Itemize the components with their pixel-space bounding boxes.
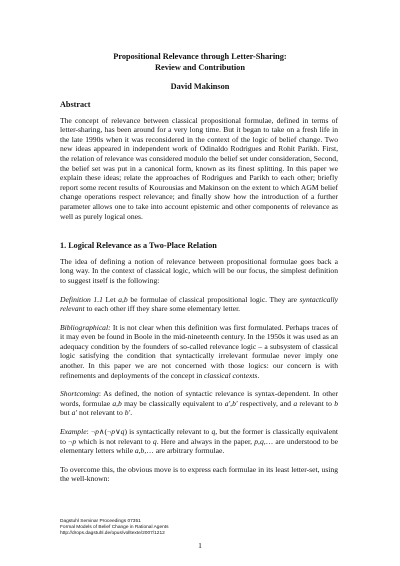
example-text-g: . Here and always in the paper,: [156, 436, 255, 446]
example-text-i: … are arbitrary formulae.: [146, 446, 225, 456]
page-number: 1: [198, 541, 202, 550]
footer-line-3: http://drops.dagstuhl.de/opus/volltexte/2007/1212: [60, 531, 165, 536]
shortcoming-text-a: : As defined, the notion of syntactic relevance is syntax-dependent. In other words, formulae: [60, 389, 338, 408]
example-text-a: : ¬: [86, 427, 96, 437]
example-text-b: ∧(¬: [98, 427, 112, 437]
example-text-d: ) is syntactically relevant to: [124, 427, 212, 437]
bibliographical-label: Bibliographical:: [60, 322, 111, 332]
definition-term: syntactically relevant: [60, 294, 339, 314]
shortcoming-text-c: respectively, and: [237, 398, 294, 408]
example-text-e: , but the former is classically equivalent to ¬: [60, 427, 339, 446]
abstract-text: The concept of relevance between classical propositional formulae, defined in terms of letter-sharing, has been around for a very long time. But it began to take on a fresh life in the late 1990s when it was reconsidered in the context of the logic of belief change. Two new ideas appeared in independent work of Odinaldo Rodrigues and Rohit Parikh. First, the relation of relevance was considered modulo the belief set under consideration, Second, the belief set was put in a canonical form, known as its finest splitting. In this paper we explain these ideas; relate the approaches of Rodrigues and Parikh to each other; briefly report some recent results of Kourousias and Makinson on the extent to which AGM belief change operations respect relevance; and finally show how the introduction of a further parameter allows one to take into account epistemic and other components of relevance as well as purely logical ones.: [60, 115, 338, 221]
shortcoming-a: a: [293, 398, 298, 408]
title-line-1: Propositional Relevance through Letter-Sharing:: [113, 52, 287, 61]
example-q-3: q: [152, 436, 157, 446]
shortcoming-label: Shortcoming: [60, 389, 99, 399]
example-q: q: [120, 427, 125, 437]
example-pq: p,q,: [254, 436, 266, 446]
example-p-2: p: [111, 427, 116, 437]
bibliographical-note: [60, 323, 338, 381]
shortcoming-text-b: may be classically equivalent to: [121, 398, 225, 408]
example-text-f: which is not relevant to: [76, 436, 153, 446]
closing-paragraph: To overcome this, the obvious move is to express each formulae in its least letter-set, using the well-known:: [60, 464, 338, 484]
definition-label: Definition 1.1: [60, 294, 103, 304]
shortcoming-a-prime: a′: [71, 408, 78, 418]
shortcoming-note: [60, 389, 338, 418]
section-1-heading: 1. Logical Relevance as a Two-Place Relation: [60, 241, 217, 251]
example-p: p: [95, 427, 99, 437]
paper-body: [60, 100, 338, 493]
example-note: [60, 427, 338, 456]
definition-vars: a,b: [118, 294, 128, 304]
example-text-h: … are understood to be elementary letters while: [60, 436, 339, 456]
shortcoming-ab: a,b: [112, 398, 122, 408]
footer-line-1: Dagstuhl Seminar Proceedings 07351: [60, 519, 141, 524]
example-ab: a,b,: [134, 446, 147, 456]
footer-line-2: Formal Models of Belief Change in Rational Agents: [60, 525, 169, 530]
definition-text-b: be formulae of classical propositional logic. They are: [127, 294, 300, 304]
author-name: David Makinson: [170, 82, 230, 91]
example-label: Example: [60, 427, 87, 437]
shortcoming-b-prime: b′: [124, 408, 131, 418]
shortcoming-text-f: not relevant to: [77, 408, 125, 418]
title-line-2: Review and Contribution: [155, 63, 245, 72]
abstract-heading: Abstract: [60, 100, 91, 109]
paper-title: [0, 51, 400, 73]
example-p-3: p: [72, 436, 77, 446]
definition-text-c: to each other iff they share some elementary letter.: [84, 304, 241, 314]
example-q-2: q: [211, 427, 216, 437]
bibliographical-end: .: [257, 370, 260, 380]
definition-1-1: [60, 295, 338, 314]
definition-text-a: Let: [102, 294, 119, 304]
bibliographical-text: It is not clear when this definition was first formulated. Perhaps traces of it may even be found in Boole in the mid-nineteenth century. In the 1950s it was used as an adequacy condition by the founders of so-called relevance logic – a subsystem of classical logic satisfying the condition that syntactically irrelevant formulae never imply one another. In this paper we are not concerned with those logics: our concern is with refinements and deployments of the concept in: [60, 322, 338, 380]
footer-metadata: [60, 519, 169, 537]
bibliographical-term: classical contexts: [204, 370, 258, 380]
shortcoming-end: .: [130, 408, 133, 418]
section-1-intro: The idea of defining a notion of relevance between propositional formulae goes back a long way. In the context of classical logic, which will be our focus, the simplest definition to suggest itself is the following:: [60, 256, 338, 285]
example-text-c: ∨: [115, 427, 121, 437]
shortcoming-primes: a′,b′: [224, 398, 238, 408]
shortcoming-text-e: but: [60, 408, 72, 418]
shortcoming-text-d: relevant to: [297, 398, 335, 408]
shortcoming-b: b: [334, 398, 339, 408]
